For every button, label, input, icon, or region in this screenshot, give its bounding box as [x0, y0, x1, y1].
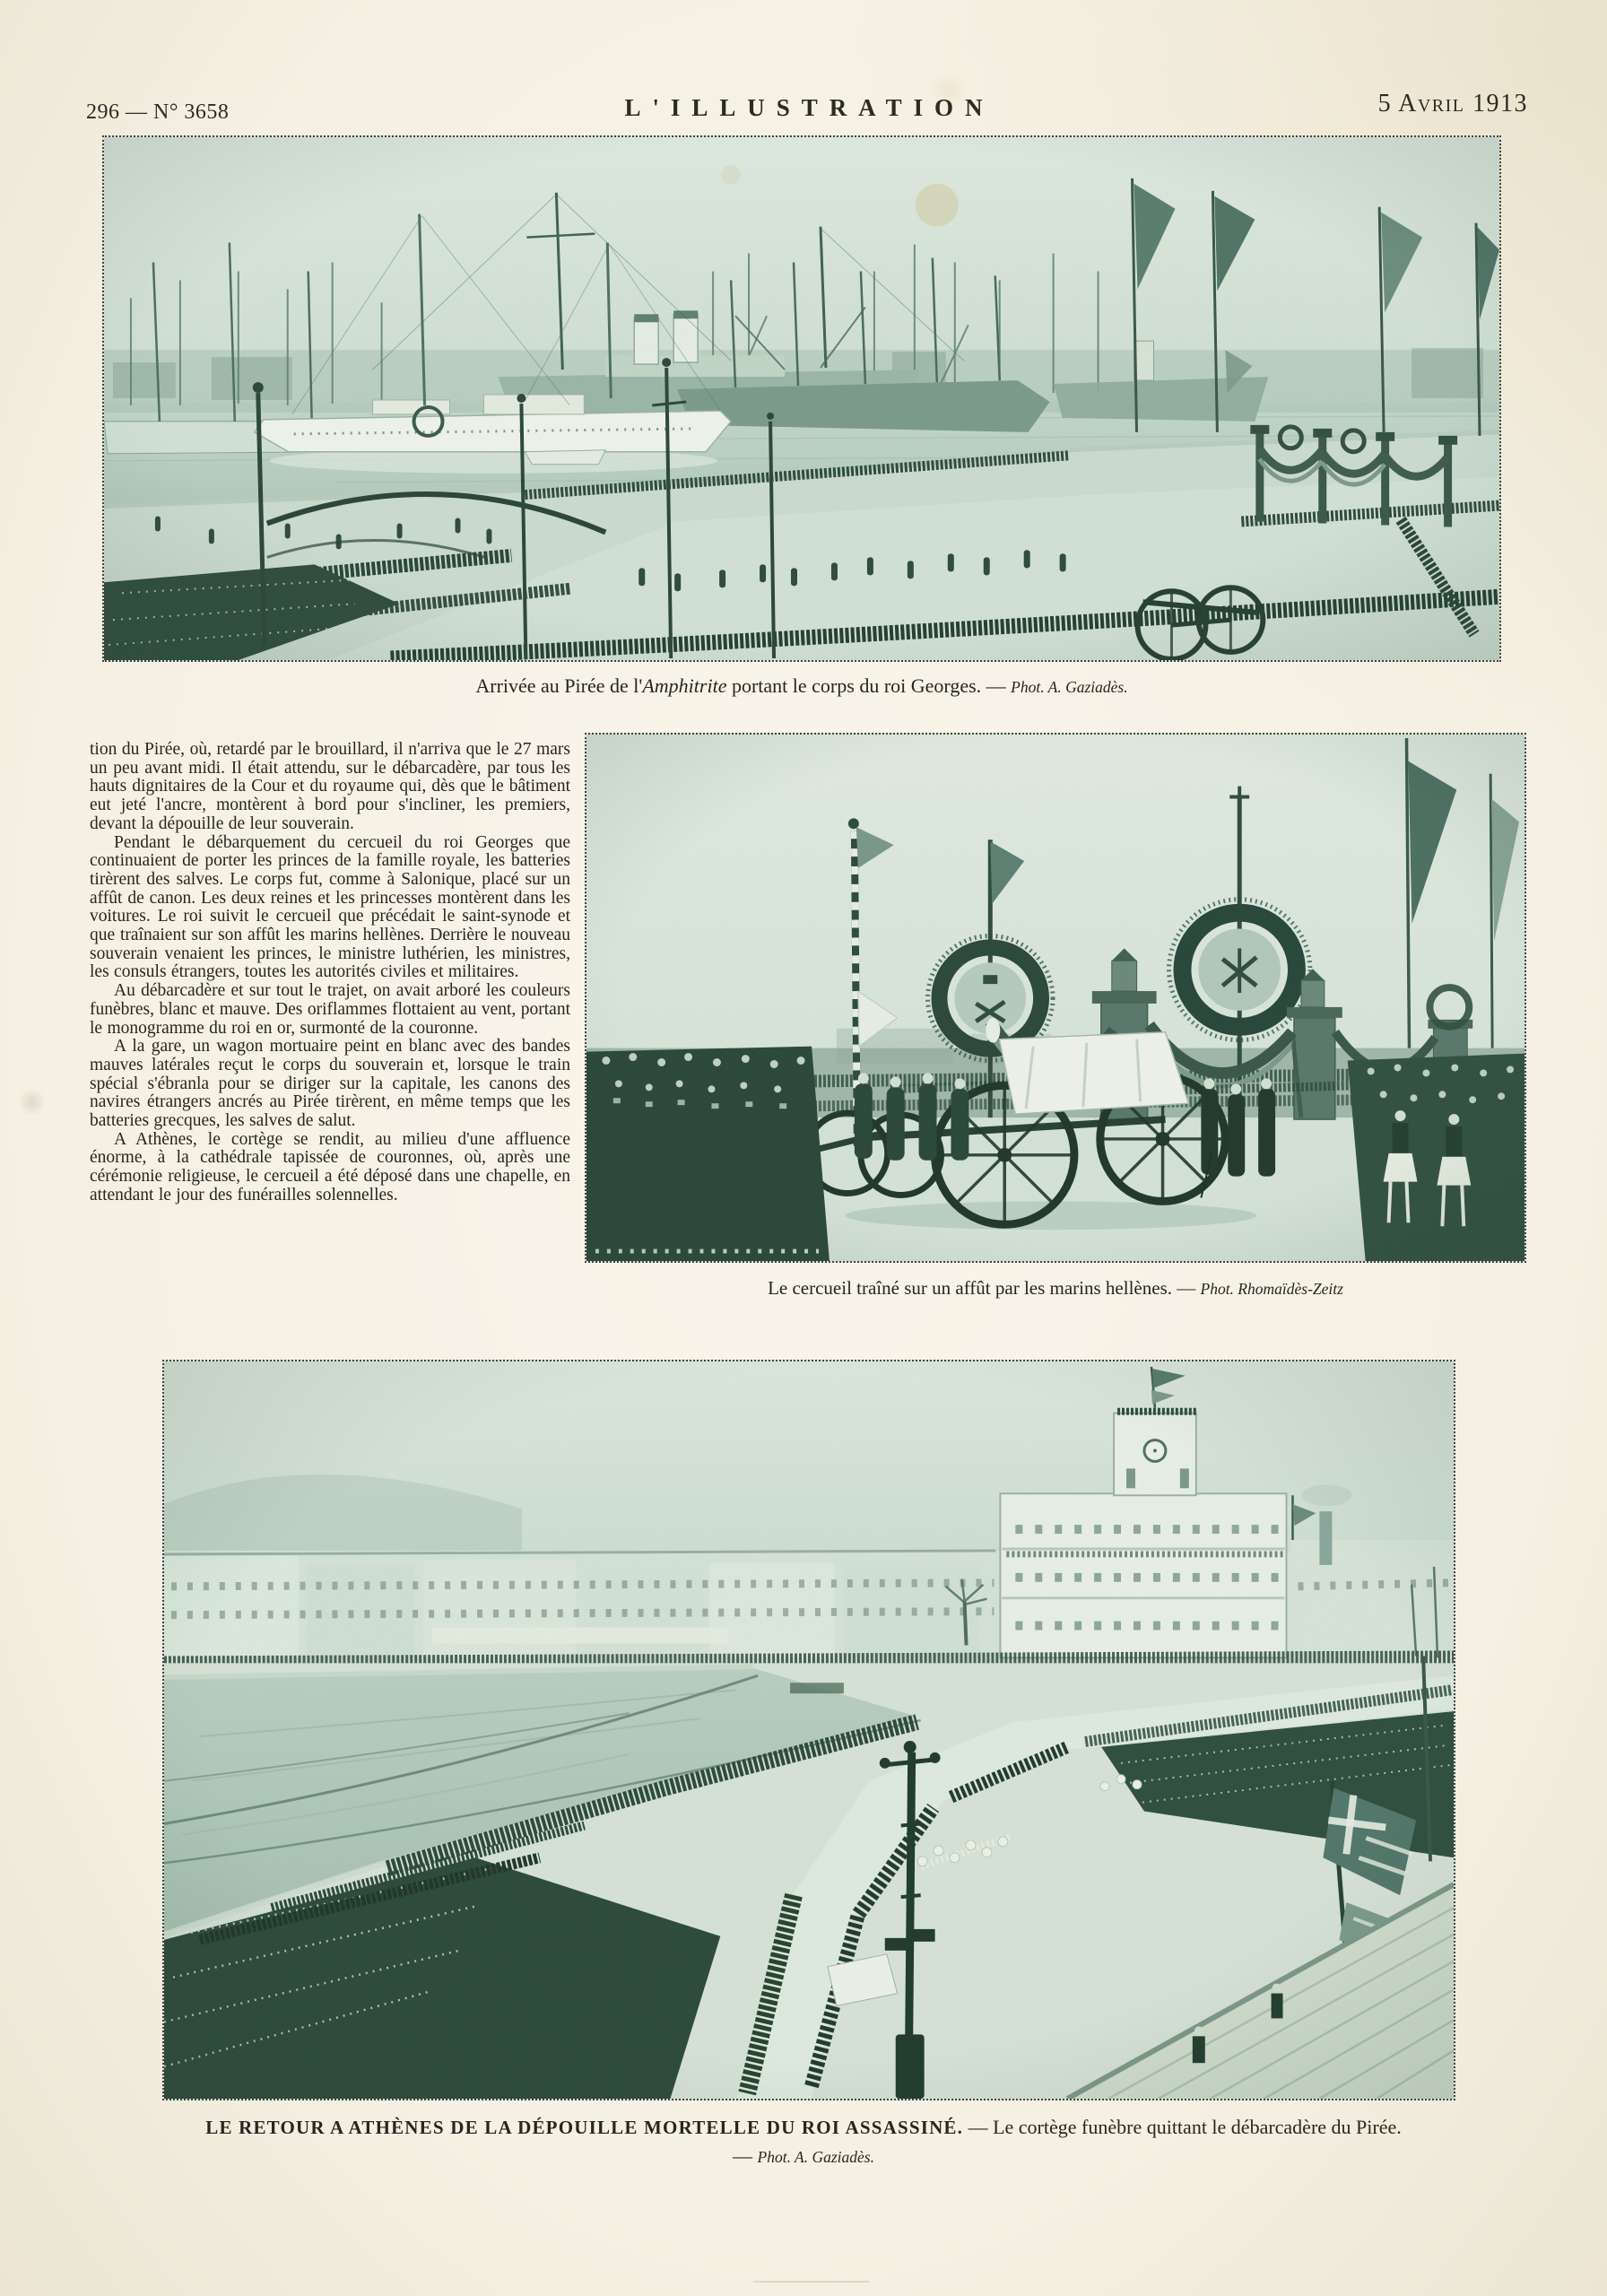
article-paragraph: A Athènes, le cortège se rendit, au milieu d'une affluence énorme, à la cathédrale tapissée de couronnes, où, après une cérémonie religieuse, le cercueil a été déposé dans une chapelle, en attendant le jour des funérailles solennelles.	[90, 1129, 570, 1205]
article-column	[90, 741, 570, 1205]
article-paragraph: Au débarcadère et sur tout le trajet, on avait arboré les couleurs funèbres, blanc et mauve. Des oriflammes flottaient au vent, portant le monogramme du roi en or, surmonté de la couronne.	[90, 981, 570, 1038]
caption-title: LE RETOUR A ATHÈNES DE LA DÉPOUILLE MORTELLE DU ROI ASSASSINÉ.	[205, 2117, 964, 2138]
caption-text: Arrivée au Pirée de l'	[475, 674, 643, 697]
photo-grain	[164, 1361, 1454, 2099]
caption-separator: —	[963, 2116, 994, 2138]
issue-date: 5 Avril 1913	[1377, 90, 1528, 117]
article-paragraph: A la gare, un wagon mortuaire peint en blanc avec des bandes mauves latérales reçut le corps du souverain et, lorsque le train spécial s'ébranla pour se diriger sur la capitale, les canons des navires étrangers ancrés au Pirée tirèrent, en même temps que les batteries grecques, les salves de salut.	[90, 1037, 570, 1131]
caption-separator: —	[1172, 1277, 1201, 1299]
caption-text: Le cercueil traîné sur un affût par les marins hellènes.	[768, 1277, 1172, 1299]
photo-coffin-procession	[585, 733, 1526, 1263]
caption-photo-return	[203, 2113, 1404, 2171]
photo-credit: Phot. A. Gaziadès.	[1011, 678, 1128, 696]
caption-text: Le cortège funèbre quittant le débarcadère du Pirée.	[993, 2116, 1402, 2138]
photo-return-athens	[162, 1360, 1455, 2100]
photo-grain	[104, 137, 1499, 660]
harbor-panorama-illustration	[104, 137, 1499, 660]
quay-procession-illustration	[164, 1361, 1454, 2099]
caption-separator: —	[981, 674, 1012, 697]
coffin-procession-illustration	[586, 735, 1524, 1261]
article-paragraph: tion du Pirée, où, retardé par le brouillard, il n'arriva que le 27 mars un peu avant midi. Il était attendu, sur le débarcadère, par tous les hauts dignitaires de la Cour et du royaume qui, dès que le bâtiment eut jeté l'ancre, montèrent à bord pour s'incliner, les premiers, devant la dépouille de leur souverain.	[90, 740, 570, 833]
magazine-title: L'ILLUSTRATION	[624, 94, 995, 121]
caption-photo-coffin	[585, 1277, 1526, 1300]
page-number-issue: 296 — N° 3658	[86, 100, 230, 124]
photo-arrival-piraeus	[102, 135, 1501, 662]
article-paragraph: Pendant le débarquement du cercueil du roi Georges que continuaient de porter les princes de la famille royale, les batteries tirèrent des salves. Le corps fut, comme à Salonique, placé sur un affût de canon. Les deux reines et les princesses montèrent dans les voitures. Le roi suivit le cercueil que précédait le saint-synode et que traînaient sur son affût les marins hellènes. Derrière le nouveau souverain venaient les princes, le ministre luthérien, les ministres, les consuls étrangers, toutes les autorités civiles et militaires.	[90, 832, 570, 982]
caption-text-cont: portant le corps du roi Georges.	[726, 674, 982, 697]
caption-separator: —	[733, 2144, 758, 2167]
photo-grain	[586, 735, 1524, 1261]
scan-artifact	[753, 2281, 870, 2283]
caption-ship-name: Amphitrite	[642, 674, 727, 697]
photo-credit: Phot. A. Gaziadès.	[757, 2148, 874, 2166]
caption-photo-arrival	[102, 674, 1501, 698]
photo-credit: Phot. Rhomaïdès-Zeitz	[1200, 1280, 1343, 1298]
